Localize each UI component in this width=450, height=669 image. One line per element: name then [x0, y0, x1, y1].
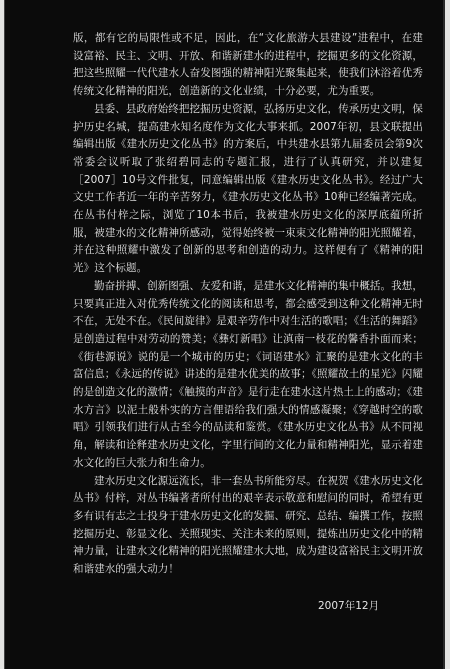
signature-date: 2007年12月	[318, 600, 380, 612]
body-text	[73, 30, 423, 579]
paragraph-cultural-spirit: 勤奋拼搏、创新图强、友爱和谐，是建水文化精神的集中概括。我想，只要真正进入对优秀传统文化的阅读和思考，都会感受到这种文化精神无时不在，无处不在。《民间旋律》是艰辛劳作中对生活的歌唱；《生活的舞蹈》是创造过程中对劳动的赞美；《彝灯新唱》让滇南一枝花的馨香扑面而来；《街巷源说》说的是一个城市的历史；《词语建水》汇聚的是建水文化的丰富信息；《永远的传说》讲述的是建水优美的故事；《照耀故土的星光》闪耀的是创造文化的激情；《触摸的声音》是行走在建水这片热土上的感动；《建水方言》以泥土般朴实的方言俚语给我们强大的情感凝聚；《穿越时空的歌唱》引领我们进行从古至今的品读和鉴赏。《建水历史文化丛书》从不同视角，解读和诠释建水历史文化，字里行间的文化力量和精神阳光，显示着建水文化的巨大张力和生命力。	[73, 279, 423, 469]
paragraph-continued: 版，都有它的局限性或不足，因此，在“文化旅游大县建设”进程中，在建设富裕、民主、文明、开放、和谐新建水的进程中，挖掘更多的文化资源，把这些照耀一代代建水人奋发图强的精神阳光聚集起来，使我们沐浴着优秀传统文化精神的阳光，创造新的文化业绩，十分必要，尤为重要。	[73, 32, 423, 98]
paragraph-county-efforts: 县委、县政府始终把挖掘历史资源，弘扬历史文化，传承历史文明，保护历史名城，提高建水知名度作为文化大事来抓。2007年初，县文联提出编辑出版《建水历史文化丛书》的方案后，中共建水县第九届委员会第9次常委会议听取了张绍碧同志的专题汇报，进行了认真研究，并以建复［2007］10号文件批复，同意编辑出版《建水历史文化丛书》。经过广大文史工作者近一年的辛苦努力，《建水历史文化丛书》10种已经编著完成。在丛书付梓之际，浏览了10本书后，我被建水历史文化的深厚底蕴所折服，被建水的文化精神所感动，觉得始终被一束束文化精神的阳光照耀着，并在这种照耀中激发了创新的思考和创造的动力。这样便有了《精神的阳光》这个标题。	[73, 102, 423, 275]
book-page	[4, 0, 445, 669]
paragraph-closing-wish: 建水历史文化源远流长，非一套丛书所能穷尽。在祝贺《建水历史文化丛书》付梓，对丛书编著者所付出的艰辛表示敬意和慰问的同时，希望有更多有识有志之士投身于建水历史文化的发掘、研究、总结、编撰工作，按照挖掘历史、彰显文化、关照现实、关注未来的原则，提炼出历史文化中的精神力量，让建水文化精神的阳光照耀建水大地，成为建设富裕民主文明开放和谐建水的强大动力！	[73, 474, 423, 576]
